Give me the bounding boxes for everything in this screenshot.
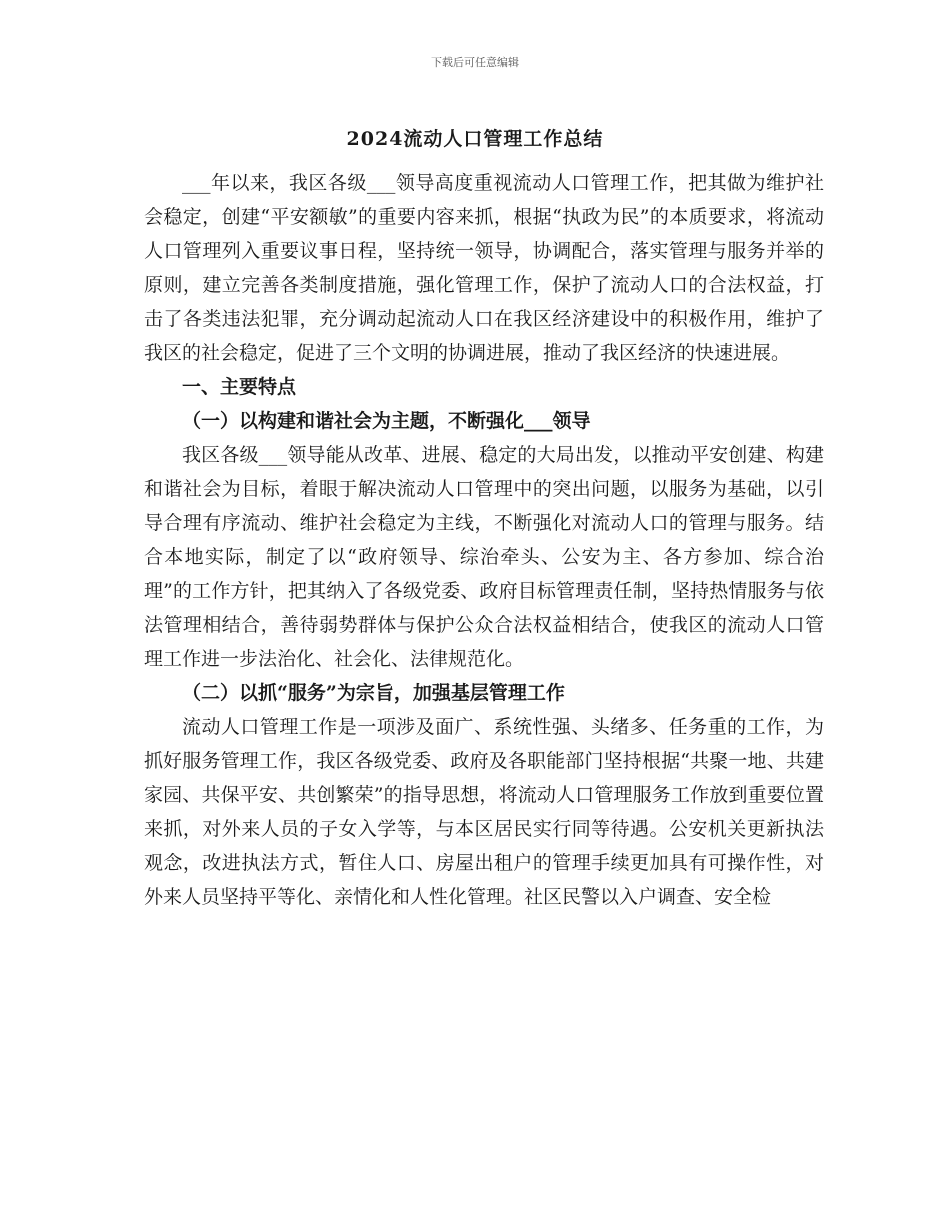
section-heading-1: 一、主要特点 xyxy=(182,376,297,398)
document-title: 2024流动人口管理工作总结 xyxy=(346,128,604,150)
subsection-heading-2: （二）以抓“服务”为宗旨，加强基层管理工作 xyxy=(182,682,565,704)
intro-paragraph: ___年以来，我区各级___领导高度重视流动人口管理工作，把其做为维护社会稳定，创建“平安额敏”的重要内容来抓，根据“执政为民”的本质要求，将流动人口管理列入重要议事日程，坚持统一领导，协调配合，落实管理与服务并举的原则，建立完善各类制度措施，强化管理工作，保护了流动人口的合法权益，打击了各类违法犯罪，充分调动起流动人口在我区经济建设中的积极作用，维护了我区的社会稳定，促进了三个文明的协调进展，推动了我区经济的快速进展。 xyxy=(144,172,824,364)
subsection-2-paragraph: 流动人口管理工作是一项涉及面广、系统性强、头绪多、任务重的工作，为抓好服务管理工作，我区各级党委、政府及各职能部门坚持根据“共聚一地、共建家园、共保平安、共创繁荣”的指导思想，将流动人口管理服务工作放到重要位置来抓，对外来人员的子女入学等，与本区居民实行同等待遇。公安机关更新执法观念，改进执法方式，暂住人口、房屋出租户的管理手续更加具有可操作性，对外来人员坚持平等化、亲情化和人性化管理。社区民警以入户调查、安全检 xyxy=(144,716,824,908)
subsection-heading-1: （一）以构建和谐社会为主题，不断强化___领导 xyxy=(182,410,591,432)
page-header-note: 下载后可任意编辑 xyxy=(431,56,519,69)
subsection-1-paragraph: 我区各级___领导能从改革、进展、稳定的大局出发，以推动平安创建、构建和谐社会为目标，着眼于解决流动人口管理中的突出问题，以服务为基础，以引导合理有序流动、维护社会稳定为主线，不断强化对流动人口的管理与服务。结合本地实际，制定了以“政府领导、综治牵头、公安为主、各方参加、综合治理”的工作方针，把其纳入了各级党委、政府目标管理责任制，坚持热情服务与依法管理相结合，善待弱势群体与保护公众合法权益相结合，使我区的流动人口管理工作进一步法治化、社会化、法律规范化。 xyxy=(144,444,824,670)
document-body xyxy=(144,166,824,914)
